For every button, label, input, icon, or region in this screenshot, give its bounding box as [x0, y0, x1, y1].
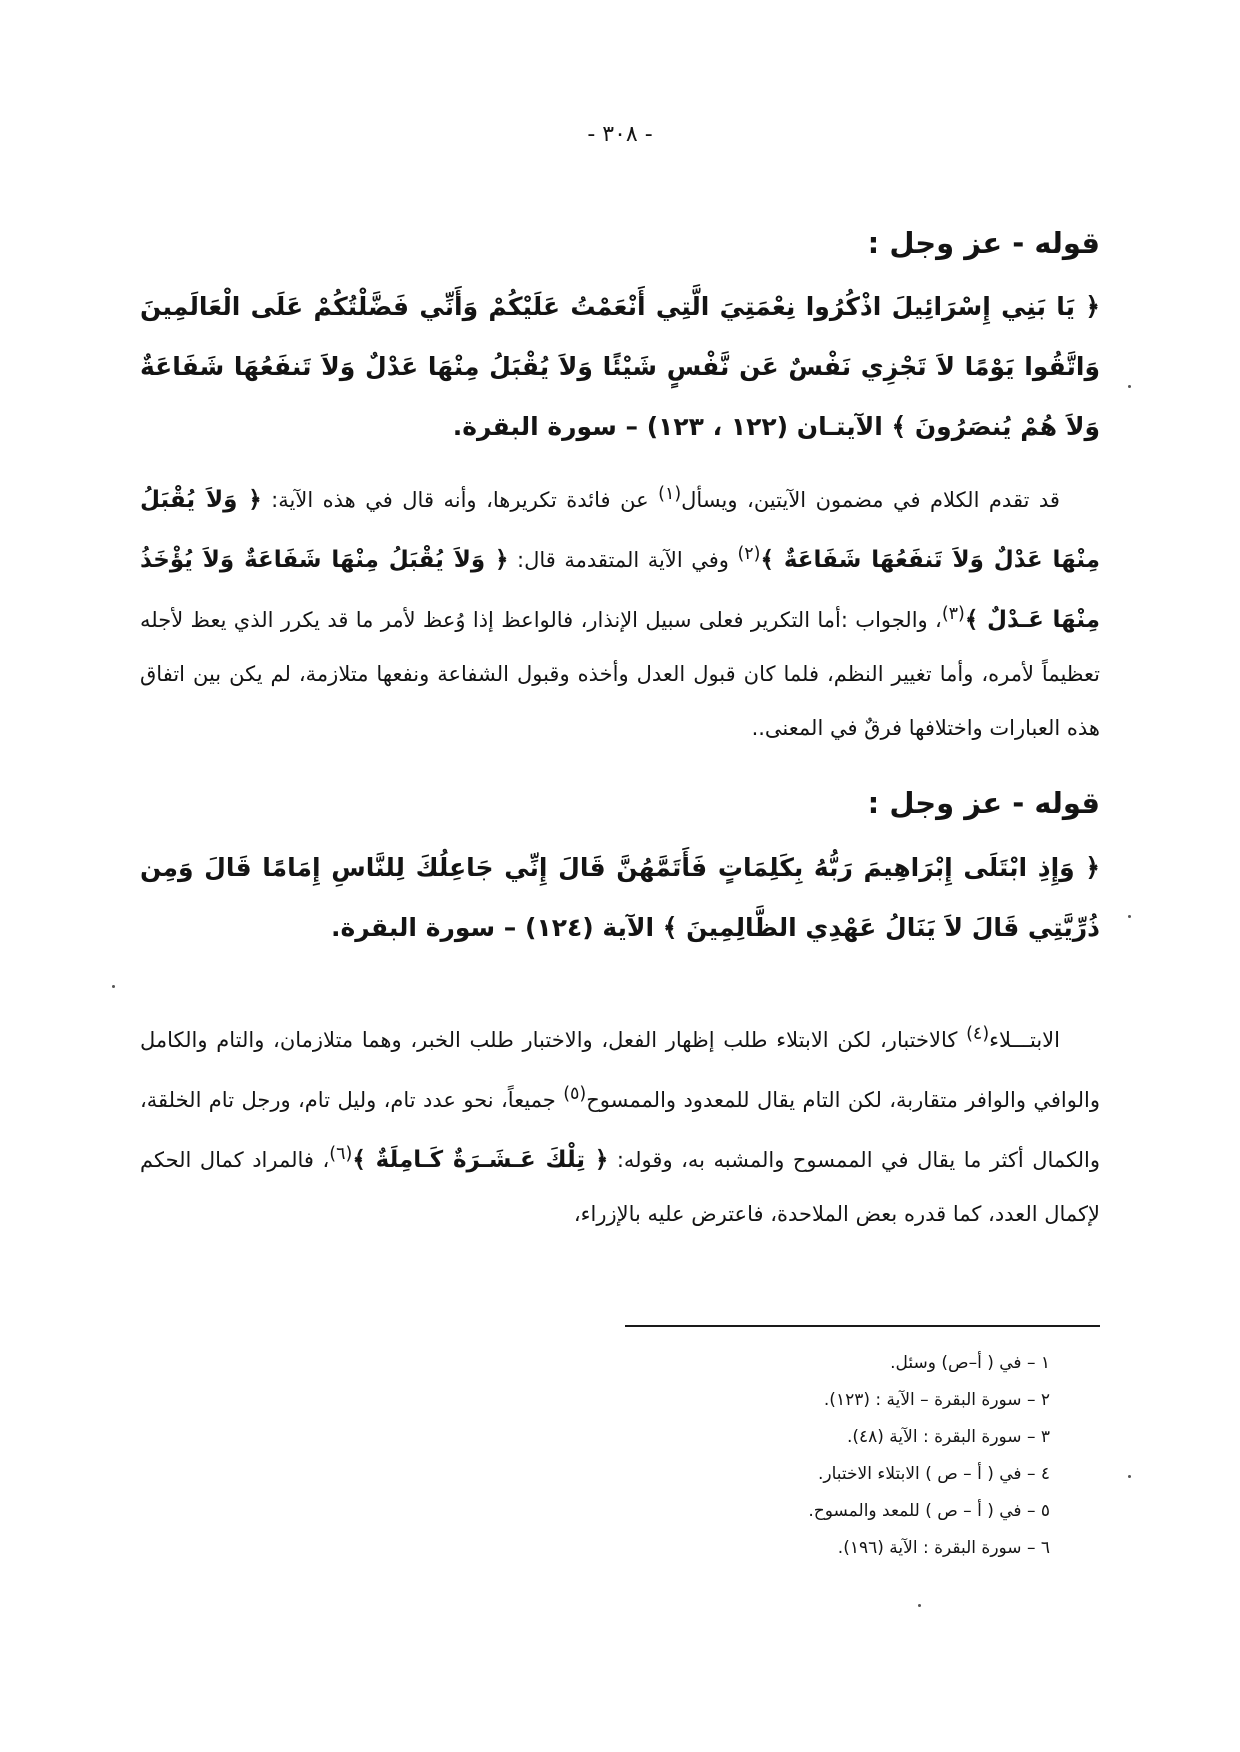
- section-1-heading: قوله - عز وجل :: [867, 226, 1100, 260]
- quran-quote: ﴿ وَلاَ يُقْبَلُ مِنْهَا شَفَاعَةٌ وَلاَ يُؤْخَذُ مِنْهَا عَـدْلٌ ﴾: [140, 547, 1100, 633]
- footnote-ref-1[interactable]: (١): [658, 484, 682, 504]
- para-text: الابتـــلاء: [989, 1028, 1060, 1052]
- footnote-ref-2[interactable]: (٢): [737, 544, 761, 564]
- footnote-1: ١ – في ( أ–ص) وسئل.: [890, 1353, 1050, 1373]
- scan-speck: [1128, 1475, 1131, 1478]
- footnote-ref-3[interactable]: (٣): [941, 604, 965, 624]
- scan-speck: [918, 1604, 921, 1607]
- para-text: كالاختبار، لكن الابتلاء طلب إظهار الفعل، والاختبار طلب الخبر، وهما متلازمان، والتام والكامل والوافي والوافر متقاربة، لكن التام يقال للمعدود والممسوح: [140, 1028, 1100, 1112]
- scan-speck: [112, 985, 115, 988]
- section-2-verse: ﴿ وَإِذِ ابْتَلَى إِبْرَاهِيمَ رَبُّهُ بِكَلِمَاتٍ فَأَتَمَّهُنَّ قَالَ إِنِّي جَاعِلُكَ لِلنَّاسِ إِمَامًا قَالَ وَمِن ذُرِّيَّتِي قَالَ لاَ يَنَالُ عَهْدِي الظَّالِمِينَ ﴾ الآية (١٢٤) – سورة البقرة.: [140, 853, 1100, 942]
- footnote-divider: [625, 1325, 1100, 1327]
- section-2-heading: قوله - عز وجل :: [867, 786, 1100, 820]
- footnote-6: ٦ – سورة البقرة : الآية (١٩٦).: [837, 1538, 1050, 1558]
- para-text: عن فائدة تكريرها، وأنه قال في هذه الآية:: [261, 488, 659, 512]
- page-number: - ٣٠٨ -: [587, 122, 653, 147]
- scan-speck: [1128, 385, 1131, 388]
- section-1-paragraph: [140, 467, 1100, 755]
- footnote-3: ٣ – سورة البقرة : الآية (٤٨).: [846, 1427, 1050, 1447]
- para-text: وفي الآية المتقدمة قال:: [508, 548, 738, 572]
- footnote-ref-5[interactable]: (٥): [563, 1084, 587, 1104]
- section-2-paragraph: [140, 1007, 1100, 1241]
- para-text: قد تقدم الكلام في مضمون الآيتين، ويسأل: [681, 488, 1060, 512]
- quran-quote: ﴿ وَلاَ يُقْبَلُ مِنْهَا عَدْلٌ وَلاَ تَنفَعُهَا شَفَاعَةٌ ﴾: [140, 487, 1101, 573]
- footnote-2: ٢ – سورة البقرة – الآية : (١٢٣).: [823, 1390, 1050, 1410]
- quran-quote: ﴿ تِلْكَ عَـشَـرَةٌ كَـامِلَةٌ ﴾: [352, 1147, 609, 1173]
- section-1-verse: ﴿ يَا بَنِي إِسْرَائِيلَ اذْكُرُوا نِعْمَتِيَ الَّتِي أَنْعَمْتُ عَلَيْكُمْ وَأَنِّي فَضَّلْتُكُمْ عَلَى الْعَالَمِينَ وَاتَّقُوا يَوْمًا لاَ تَجْزِي نَفْسٌ عَن نَّفْسٍ شَيْئًا وَلاَ يُقْبَلُ مِنْهَا عَدْلٌ وَلاَ تَنفَعُهَا شَفَاعَةٌ وَلاَ هُمْ يُنصَرُونَ ﴾ الآيتـان (١٢٢ ، ١٢٣) – سورة البقرة.: [140, 292, 1100, 441]
- footnote-ref-6[interactable]: (٦): [329, 1144, 353, 1164]
- footnote-4: ٤ – في ( أ – ص ) الابتلاء الاختبار.: [817, 1464, 1050, 1484]
- footnotes: [450, 1345, 1050, 1567]
- para-text: ، والجواب :أما التكرير فعلى سبيل الإنذار، فالواعظ إذا وُعظ لأمر ما قد يكرر الذي يعظ لأجله تعظيماً لأمره، وأما تغيير النظم، فلما كان قبول العدل وأخذه وقبول الشفاعة ونفعها متلازمة، لم يكن بين اتفاق هذه العبارات واختلافها فرقٌ في المعنى..: [140, 608, 1100, 740]
- footnote-5: ٥ – في ( أ – ص ) للمعد والمسوح.: [808, 1501, 1050, 1521]
- footnote-ref-4[interactable]: (٤): [966, 1024, 990, 1044]
- para-text: ، فالمراد كمال الحكم لإكمال العدد، كما قدره بعض الملاحدة، فاعترض عليه بالإزراء،: [140, 1148, 1100, 1226]
- scan-speck: [1128, 915, 1131, 918]
- para-text: جميعاً، نحو عدد تام، وليل تام، ورجل تام الخلقة، والكمال أكثر ما يقال في الممسوح والمشبه به، وقوله:: [140, 1088, 1100, 1172]
